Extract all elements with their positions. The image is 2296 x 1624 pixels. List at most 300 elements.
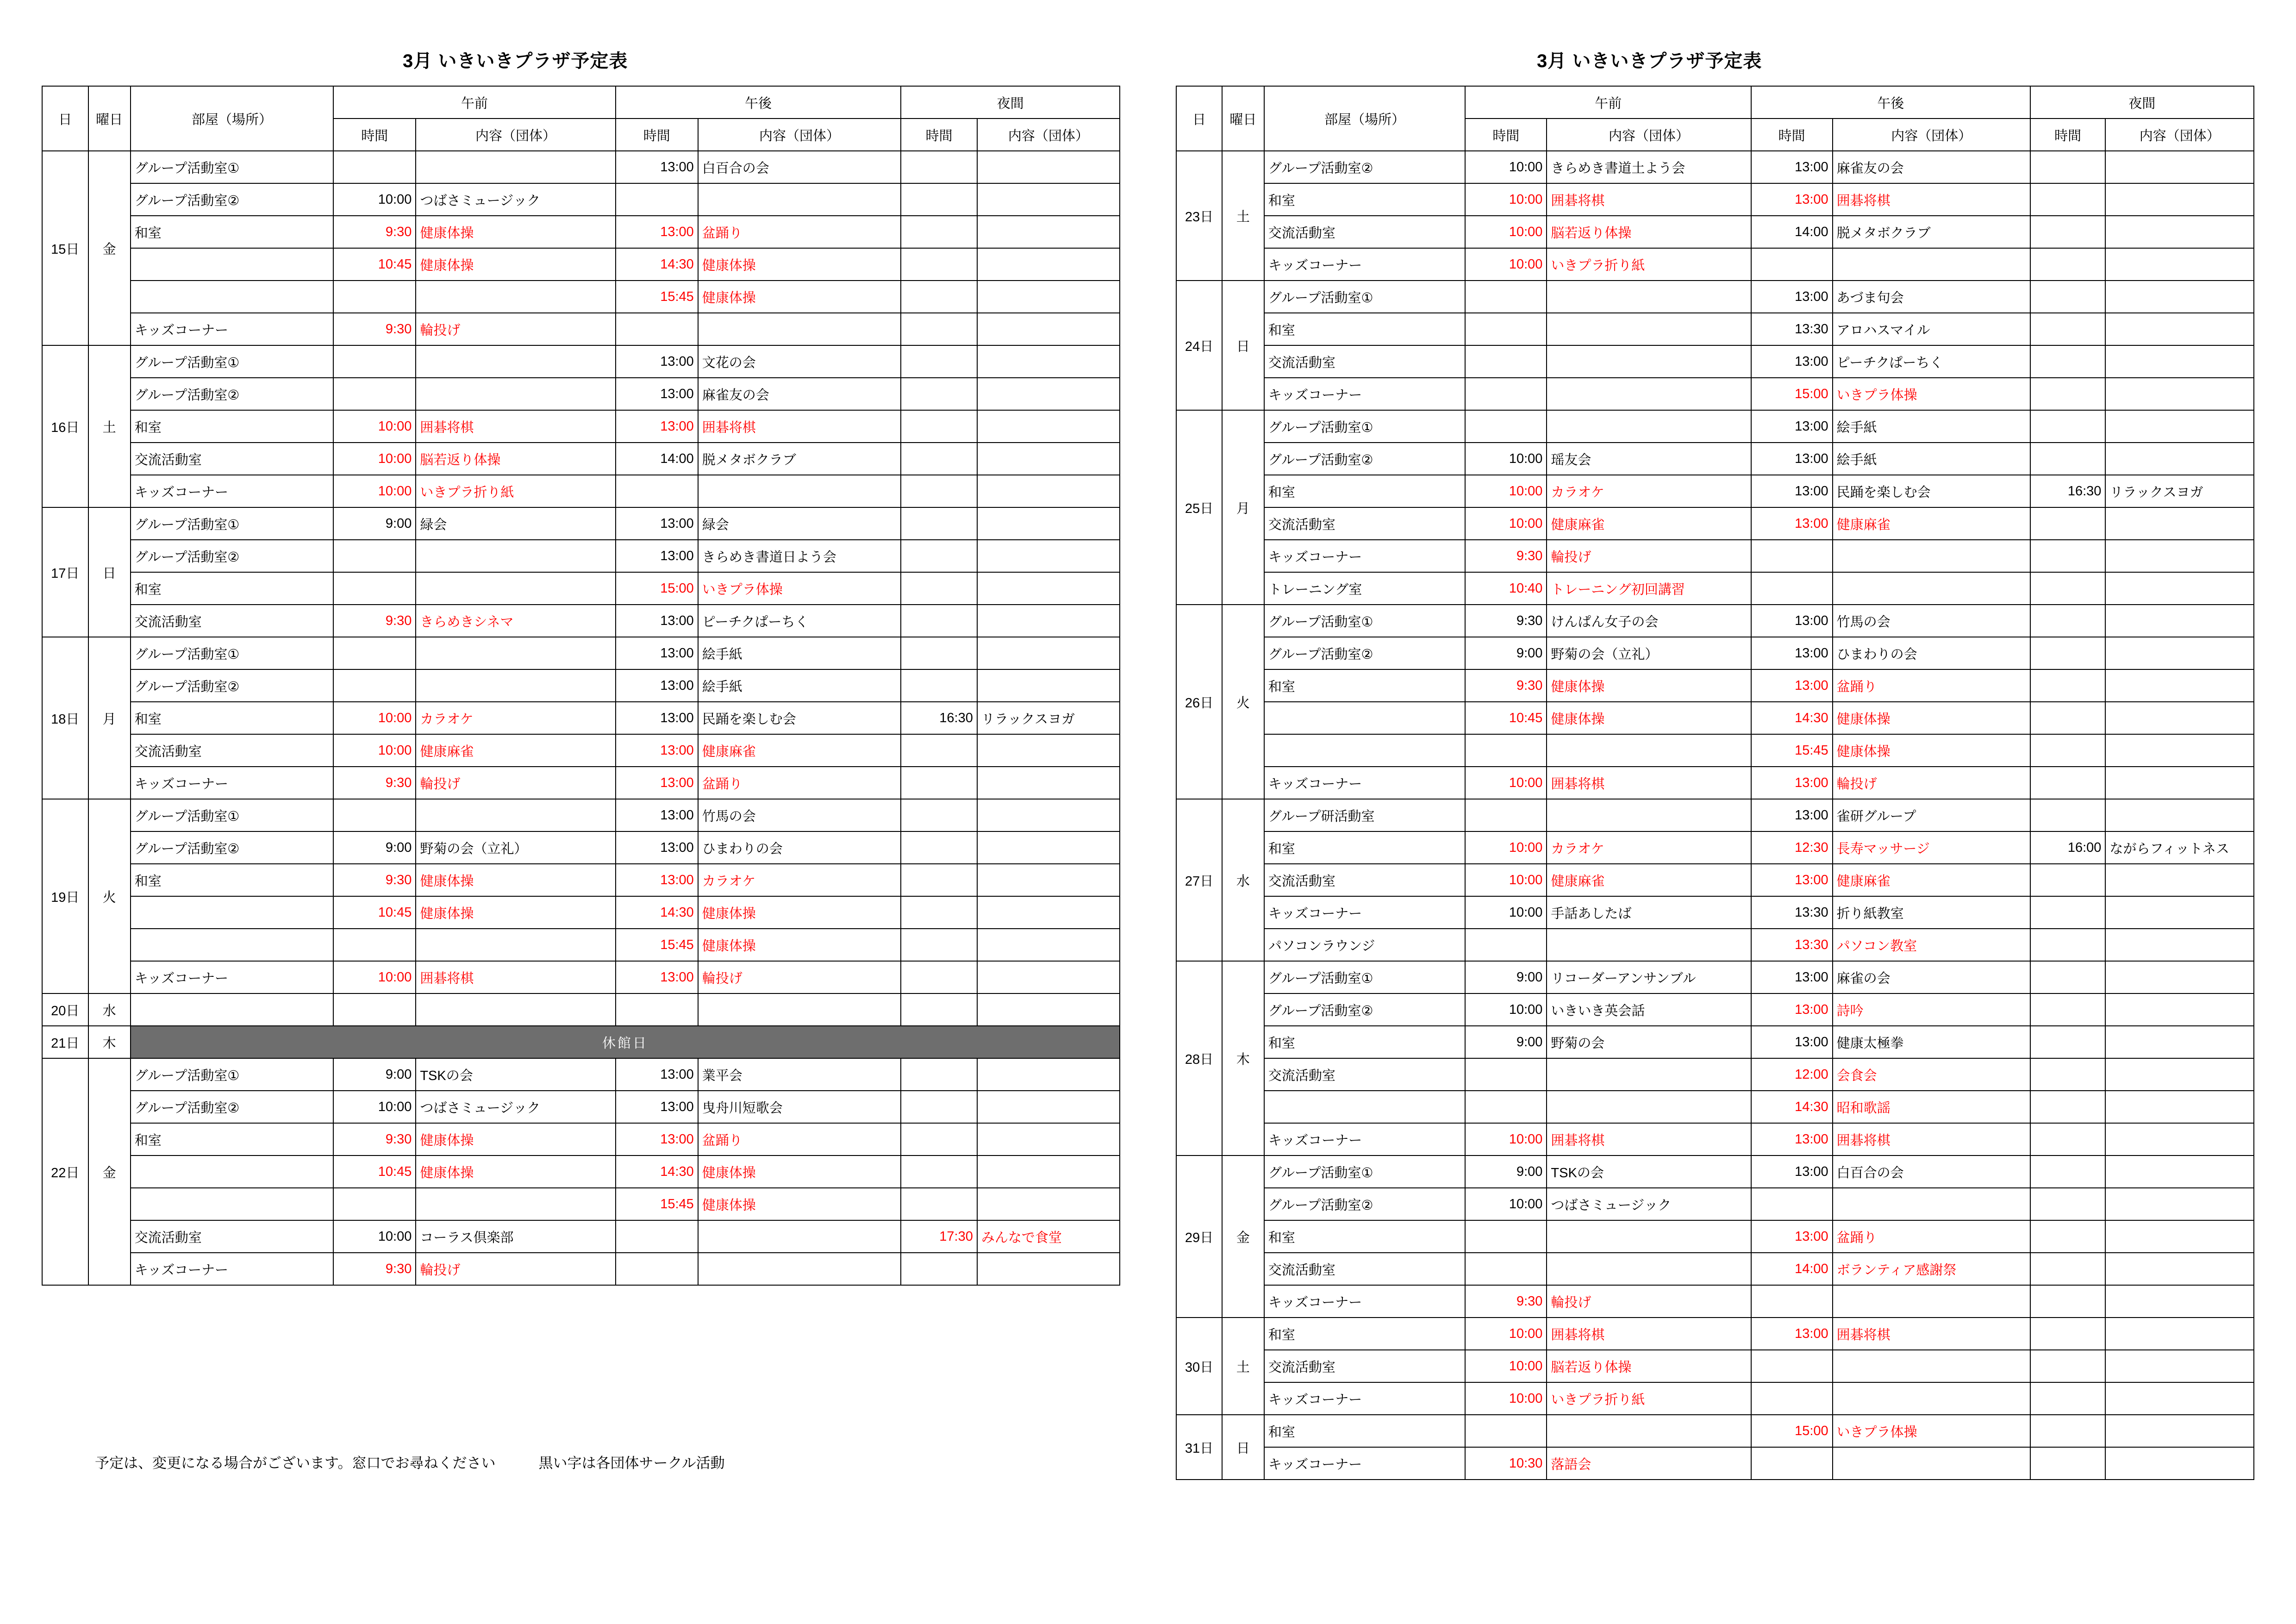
evening-time-cell bbox=[901, 248, 977, 281]
afternoon-time-cell: 13:00 bbox=[1751, 993, 1833, 1026]
evening-time-cell bbox=[2030, 183, 2106, 216]
day-cell: 26日 bbox=[1176, 605, 1222, 799]
table-row bbox=[1176, 1415, 2254, 1447]
room-cell: 交流活動室 bbox=[1264, 1350, 1466, 1382]
morning-content-cell: 輪投げ bbox=[416, 767, 615, 799]
evening-content-cell bbox=[2105, 1285, 2254, 1318]
evening-time-cell bbox=[2030, 734, 2106, 767]
afternoon-time-cell: 15:00 bbox=[1751, 378, 1833, 410]
morning-time-cell: 9:00 bbox=[1465, 1026, 1547, 1058]
morning-time-cell: 10:00 bbox=[1465, 475, 1547, 507]
dow-cell: 水 bbox=[1222, 799, 1264, 961]
room-cell: 交流活動室 bbox=[1264, 216, 1466, 248]
afternoon-time-cell bbox=[1751, 248, 1833, 281]
afternoon-content-cell bbox=[1833, 540, 2030, 572]
table-row bbox=[1176, 1156, 2254, 1188]
table-row bbox=[1176, 151, 2254, 183]
afternoon-time-cell: 14:00 bbox=[1751, 1253, 1833, 1285]
evening-time-cell bbox=[2030, 540, 2106, 572]
room-cell: 和室 bbox=[1264, 313, 1466, 345]
afternoon-content-cell: 民踊を楽しむ会 bbox=[698, 702, 901, 734]
evening-content-cell bbox=[2105, 572, 2254, 605]
morning-time-cell bbox=[333, 637, 416, 669]
afternoon-time-cell: 13:00 bbox=[616, 864, 698, 896]
afternoon-content-cell: 囲碁将棋 bbox=[1833, 183, 2030, 216]
room-cell: 和室 bbox=[1264, 1220, 1466, 1253]
morning-time-cell bbox=[1465, 1091, 1547, 1123]
morning-time-cell: 10:00 bbox=[1465, 151, 1547, 183]
day-cell: 16日 bbox=[42, 345, 88, 507]
header-room: 部屋（場所） bbox=[131, 86, 333, 151]
table-row bbox=[42, 864, 1120, 896]
dow-cell: 木 bbox=[88, 1026, 131, 1058]
morning-content-cell: 健康麻雀 bbox=[1547, 864, 1751, 896]
page-title-left: 3月 いきいきプラザ予定表 bbox=[403, 51, 628, 71]
room-cell: 和室 bbox=[1264, 1318, 1466, 1350]
table-row bbox=[42, 216, 1120, 248]
morning-content-cell: 野菊の会（立礼） bbox=[1547, 637, 1751, 669]
table-row bbox=[1176, 1318, 2254, 1350]
header-evening-content: 内容（団体） bbox=[977, 119, 1120, 151]
morning-content-cell: 落語会 bbox=[1547, 1447, 1751, 1480]
afternoon-content-cell: カラオケ bbox=[698, 864, 901, 896]
table-row bbox=[1176, 345, 2254, 378]
afternoon-time-cell: 13:00 bbox=[616, 216, 698, 248]
morning-content-cell: TSKの会 bbox=[1547, 1156, 1751, 1188]
day-cell: 19日 bbox=[42, 799, 88, 993]
afternoon-content-cell: 囲碁将棋 bbox=[698, 410, 901, 443]
evening-time-cell bbox=[901, 896, 977, 929]
morning-time-cell: 10:00 bbox=[333, 443, 416, 475]
morning-time-cell: 9:00 bbox=[333, 1058, 416, 1091]
evening-content-cell bbox=[2105, 1382, 2254, 1415]
afternoon-content-cell: 盆踊り bbox=[698, 1123, 901, 1156]
evening-content-cell bbox=[977, 345, 1120, 378]
table-row bbox=[1176, 961, 2254, 993]
header-evening-content: 内容（団体） bbox=[2105, 119, 2254, 151]
afternoon-time-cell bbox=[1751, 572, 1833, 605]
afternoon-content-cell: 民踊を楽しむ会 bbox=[1833, 475, 2030, 507]
room-cell: 交流活動室 bbox=[1264, 1253, 1466, 1285]
afternoon-content-cell bbox=[698, 475, 901, 507]
table-row bbox=[42, 767, 1120, 799]
morning-time-cell bbox=[1465, 799, 1547, 831]
afternoon-content-cell bbox=[698, 183, 901, 216]
evening-content-cell bbox=[2105, 183, 2254, 216]
header-morning-time: 時間 bbox=[1465, 119, 1547, 151]
day-cell: 31日 bbox=[1176, 1415, 1222, 1480]
room-cell: キッズコーナー bbox=[1264, 378, 1466, 410]
room-cell bbox=[131, 248, 333, 281]
footer-note: 予定は、変更になる場合がございます。窓口でお尋ねください 黒い字は各団体サークル活動 bbox=[95, 1455, 725, 1471]
evening-time-cell bbox=[2030, 1188, 2106, 1220]
schedule-table-left bbox=[42, 86, 1120, 1286]
morning-content-cell bbox=[1547, 1415, 1751, 1447]
morning-content-cell: 瑶友会 bbox=[1547, 443, 1751, 475]
table-row bbox=[1176, 183, 2254, 216]
evening-content-cell bbox=[2105, 1253, 2254, 1285]
morning-content-cell: 囲碁将棋 bbox=[1547, 767, 1751, 799]
afternoon-content-cell bbox=[1833, 1350, 2030, 1382]
evening-time-cell bbox=[901, 540, 977, 572]
evening-time-cell bbox=[2030, 313, 2106, 345]
morning-content-cell: 手話あしたば bbox=[1547, 896, 1751, 929]
afternoon-content-cell bbox=[1833, 572, 2030, 605]
evening-time-cell bbox=[2030, 216, 2106, 248]
evening-content-cell bbox=[2105, 345, 2254, 378]
dow-cell: 火 bbox=[88, 799, 131, 993]
table-row bbox=[1176, 831, 2254, 864]
afternoon-time-cell: 13:00 bbox=[1751, 281, 1833, 313]
afternoon-content-cell: ピーチクぱーちく bbox=[1833, 345, 2030, 378]
afternoon-content-cell: パソコン教室 bbox=[1833, 929, 2030, 961]
room-cell: グループ活動室② bbox=[1264, 151, 1466, 183]
morning-time-cell: 9:30 bbox=[333, 216, 416, 248]
morning-time-cell: 10:30 bbox=[1465, 1447, 1547, 1480]
header-afternoon-time: 時間 bbox=[616, 119, 698, 151]
afternoon-content-cell: 健康体操 bbox=[1833, 702, 2030, 734]
room-cell: 交流活動室 bbox=[131, 605, 333, 637]
afternoon-content-cell: 白百合の会 bbox=[698, 151, 901, 183]
room-cell: 和室 bbox=[1264, 183, 1466, 216]
dow-cell: 土 bbox=[88, 345, 131, 507]
morning-time-cell: 9:30 bbox=[333, 767, 416, 799]
morning-time-cell: 10:00 bbox=[1465, 507, 1547, 540]
day-cell: 30日 bbox=[1176, 1318, 1222, 1415]
evening-content-cell bbox=[977, 767, 1120, 799]
table-head-left bbox=[42, 86, 1120, 151]
evening-content-cell bbox=[2105, 1220, 2254, 1253]
table-row bbox=[1176, 1058, 2254, 1091]
day-cell: 17日 bbox=[42, 507, 88, 637]
morning-time-cell bbox=[1465, 1220, 1547, 1253]
evening-content-cell bbox=[2105, 1188, 2254, 1220]
morning-content-cell: 健康麻雀 bbox=[1547, 507, 1751, 540]
dow-cell: 月 bbox=[88, 637, 131, 799]
room-cell: グループ活動室② bbox=[131, 540, 333, 572]
left-panel bbox=[42, 0, 1120, 1471]
room-cell: グループ活動室② bbox=[1264, 1188, 1466, 1220]
room-cell: パソコンラウンジ bbox=[1264, 929, 1466, 961]
evening-content-cell bbox=[977, 281, 1120, 313]
evening-content-cell bbox=[2105, 1026, 2254, 1058]
evening-content-cell bbox=[2105, 929, 2254, 961]
header-dow: 曜日 bbox=[88, 86, 131, 151]
header-morning: 午前 bbox=[333, 86, 615, 119]
morning-time-cell: 10:00 bbox=[333, 475, 416, 507]
evening-content-cell bbox=[2105, 993, 2254, 1026]
evening-content-cell bbox=[2105, 1091, 2254, 1123]
afternoon-content-cell: 会食会 bbox=[1833, 1058, 2030, 1091]
morning-time-cell: 9:00 bbox=[333, 831, 416, 864]
evening-time-cell bbox=[2030, 1350, 2106, 1382]
morning-time-cell bbox=[333, 993, 416, 1026]
afternoon-time-cell: 14:30 bbox=[616, 1156, 698, 1188]
evening-content-cell bbox=[2105, 1123, 2254, 1156]
evening-content-cell bbox=[977, 1188, 1120, 1220]
room-cell: キッズコーナー bbox=[1264, 540, 1466, 572]
table-row bbox=[42, 669, 1120, 702]
morning-content-cell: 脳若返り体操 bbox=[1547, 216, 1751, 248]
morning-content-cell: 健康体操 bbox=[416, 216, 615, 248]
table-row bbox=[42, 1058, 1120, 1091]
afternoon-content-cell: 折り紙教室 bbox=[1833, 896, 2030, 929]
table-row bbox=[1176, 799, 2254, 831]
afternoon-content-cell bbox=[1833, 1285, 2030, 1318]
morning-time-cell: 9:30 bbox=[333, 313, 416, 345]
afternoon-content-cell: 文花の会 bbox=[698, 345, 901, 378]
evening-time-cell bbox=[901, 734, 977, 767]
afternoon-content-cell bbox=[698, 313, 901, 345]
room-cell: キッズコーナー bbox=[131, 313, 333, 345]
evening-content-cell bbox=[977, 734, 1120, 767]
morning-content-cell: 健康体操 bbox=[1547, 702, 1751, 734]
evening-content-cell bbox=[2105, 605, 2254, 637]
evening-content-cell bbox=[977, 1123, 1120, 1156]
morning-content-cell bbox=[416, 637, 615, 669]
afternoon-content-cell: 詩吟 bbox=[1833, 993, 2030, 1026]
room-cell: グループ活動室① bbox=[131, 1058, 333, 1091]
morning-time-cell: 10:00 bbox=[1465, 864, 1547, 896]
room-cell: 交流活動室 bbox=[1264, 507, 1466, 540]
table-row bbox=[1176, 767, 2254, 799]
afternoon-time-cell bbox=[1751, 1285, 1833, 1318]
room-cell: 和室 bbox=[1264, 669, 1466, 702]
morning-time-cell bbox=[1465, 281, 1547, 313]
evening-content-cell bbox=[977, 507, 1120, 540]
afternoon-content-cell: 脱メタボクラブ bbox=[1833, 216, 2030, 248]
evening-content-cell bbox=[2105, 540, 2254, 572]
afternoon-content-cell bbox=[1833, 1382, 2030, 1415]
afternoon-time-cell bbox=[616, 993, 698, 1026]
room-cell bbox=[1264, 734, 1466, 767]
evening-content-cell bbox=[2105, 799, 2254, 831]
day-cell: 22日 bbox=[42, 1058, 88, 1285]
table-row bbox=[1176, 1123, 2254, 1156]
evening-content-cell bbox=[2105, 1156, 2254, 1188]
afternoon-content-cell: いきプラ体操 bbox=[1833, 378, 2030, 410]
room-cell: 交流活動室 bbox=[1264, 345, 1466, 378]
afternoon-time-cell: 13:00 bbox=[1751, 864, 1833, 896]
room-cell: 交流活動室 bbox=[1264, 864, 1466, 896]
evening-content-cell bbox=[977, 443, 1120, 475]
afternoon-time-cell: 13:00 bbox=[616, 507, 698, 540]
afternoon-time-cell bbox=[616, 313, 698, 345]
morning-content-cell bbox=[416, 929, 615, 961]
evening-time-cell bbox=[901, 1253, 977, 1285]
evening-time-cell bbox=[2030, 605, 2106, 637]
evening-content-cell bbox=[2105, 248, 2254, 281]
afternoon-time-cell: 15:45 bbox=[616, 929, 698, 961]
dow-cell: 金 bbox=[88, 151, 131, 345]
evening-content-cell bbox=[977, 961, 1120, 993]
afternoon-content-cell: 健康体操 bbox=[698, 929, 901, 961]
table-row bbox=[42, 896, 1120, 929]
evening-content-cell bbox=[977, 1253, 1120, 1285]
morning-content-cell: 緑会 bbox=[416, 507, 615, 540]
afternoon-time-cell: 15:45 bbox=[1751, 734, 1833, 767]
table-row bbox=[42, 637, 1120, 669]
morning-time-cell: 10:00 bbox=[1465, 1318, 1547, 1350]
afternoon-time-cell: 13:00 bbox=[1751, 183, 1833, 216]
evening-time-cell bbox=[901, 1123, 977, 1156]
afternoon-content-cell bbox=[698, 1253, 901, 1285]
day-cell: 24日 bbox=[1176, 281, 1222, 410]
afternoon-content-cell: 麻雀友の会 bbox=[1833, 151, 2030, 183]
afternoon-content-cell: 健康体操 bbox=[698, 1188, 901, 1220]
table-row bbox=[42, 1123, 1120, 1156]
morning-content-cell: つばさミュージック bbox=[1547, 1188, 1751, 1220]
evening-time-cell bbox=[901, 507, 977, 540]
room-cell: グループ活動室① bbox=[131, 637, 333, 669]
afternoon-time-cell: 13:30 bbox=[1751, 929, 1833, 961]
morning-content-cell bbox=[1547, 1253, 1751, 1285]
evening-time-cell bbox=[2030, 572, 2106, 605]
evening-content-cell bbox=[977, 572, 1120, 605]
afternoon-time-cell: 14:30 bbox=[616, 896, 698, 929]
day-cell: 25日 bbox=[1176, 410, 1222, 605]
afternoon-time-cell: 13:00 bbox=[1751, 961, 1833, 993]
evening-time-cell bbox=[2030, 345, 2106, 378]
evening-content-cell bbox=[2105, 669, 2254, 702]
header-afternoon-time: 時間 bbox=[1751, 119, 1833, 151]
afternoon-content-cell: 業平会 bbox=[698, 1058, 901, 1091]
morning-time-cell: 9:00 bbox=[1465, 1156, 1547, 1188]
morning-time-cell: 10:00 bbox=[333, 961, 416, 993]
morning-content-cell bbox=[416, 799, 615, 831]
afternoon-content-cell bbox=[1833, 248, 2030, 281]
afternoon-content-cell bbox=[1833, 1447, 2030, 1480]
evening-time-cell bbox=[901, 669, 977, 702]
table-row bbox=[1176, 1350, 2254, 1382]
evening-content-cell: リラックスヨガ bbox=[2105, 475, 2254, 507]
room-cell: グループ活動室① bbox=[131, 507, 333, 540]
afternoon-time-cell bbox=[1751, 540, 1833, 572]
afternoon-content-cell: ひまわりの会 bbox=[1833, 637, 2030, 669]
evening-content-cell bbox=[2105, 443, 2254, 475]
afternoon-time-cell: 13:00 bbox=[616, 1091, 698, 1123]
table-row bbox=[1176, 1447, 2254, 1480]
afternoon-time-cell: 12:30 bbox=[1751, 831, 1833, 864]
evening-content-cell bbox=[977, 1156, 1120, 1188]
room-cell: キッズコーナー bbox=[131, 767, 333, 799]
table-row bbox=[1176, 1026, 2254, 1058]
table-row bbox=[1176, 864, 2254, 896]
evening-content-cell: ながらフィットネス bbox=[2105, 831, 2254, 864]
morning-time-cell: 10:45 bbox=[333, 248, 416, 281]
evening-content-cell bbox=[2105, 961, 2254, 993]
afternoon-content-cell: ピーチクぱーちく bbox=[698, 605, 901, 637]
afternoon-time-cell: 13:00 bbox=[616, 345, 698, 378]
evening-time-cell bbox=[2030, 767, 2106, 799]
morning-time-cell bbox=[1465, 734, 1547, 767]
afternoon-content-cell: 囲碁将棋 bbox=[1833, 1318, 2030, 1350]
evening-time-cell bbox=[2030, 961, 2106, 993]
room-cell: 和室 bbox=[131, 572, 333, 605]
morning-content-cell: 脳若返り体操 bbox=[416, 443, 615, 475]
afternoon-time-cell: 13:00 bbox=[616, 151, 698, 183]
morning-content-cell bbox=[416, 378, 615, 410]
afternoon-content-cell: アロハスマイル bbox=[1833, 313, 2030, 345]
morning-content-cell: 健康体操 bbox=[416, 1123, 615, 1156]
afternoon-time-cell: 13:00 bbox=[1751, 1318, 1833, 1350]
morning-content-cell: カラオケ bbox=[1547, 475, 1751, 507]
evening-content-cell bbox=[2105, 313, 2254, 345]
afternoon-content-cell: 健康麻雀 bbox=[1833, 864, 2030, 896]
day-cell: 15日 bbox=[42, 151, 88, 345]
afternoon-time-cell: 15:45 bbox=[616, 281, 698, 313]
afternoon-content-cell: 昭和歌謡 bbox=[1833, 1091, 2030, 1123]
evening-content-cell bbox=[2105, 1058, 2254, 1091]
morning-content-cell bbox=[1547, 1220, 1751, 1253]
room-cell: グループ活動室① bbox=[1264, 281, 1466, 313]
afternoon-time-cell: 14:00 bbox=[1751, 216, 1833, 248]
morning-content-cell bbox=[1547, 410, 1751, 443]
dow-cell: 火 bbox=[1222, 605, 1264, 799]
table-row bbox=[1176, 540, 2254, 572]
evening-content-cell bbox=[977, 669, 1120, 702]
morning-time-cell: 10:00 bbox=[333, 1220, 416, 1253]
afternoon-time-cell: 14:30 bbox=[1751, 1091, 1833, 1123]
afternoon-time-cell: 14:00 bbox=[616, 443, 698, 475]
dow-cell: 日 bbox=[1222, 281, 1264, 410]
morning-content-cell bbox=[1547, 799, 1751, 831]
evening-content-cell bbox=[2105, 767, 2254, 799]
evening-content-cell bbox=[2105, 378, 2254, 410]
evening-time-cell bbox=[901, 313, 977, 345]
morning-time-cell bbox=[333, 540, 416, 572]
morning-content-cell: カラオケ bbox=[416, 702, 615, 734]
room-cell: グループ活動室② bbox=[1264, 443, 1466, 475]
room-cell: 交流活動室 bbox=[1264, 1058, 1466, 1091]
afternoon-time-cell: 13:00 bbox=[616, 669, 698, 702]
afternoon-content-cell: 健康体操 bbox=[1833, 734, 2030, 767]
table-row bbox=[1176, 734, 2254, 767]
table-row bbox=[1176, 896, 2254, 929]
evening-content-cell bbox=[2105, 702, 2254, 734]
table-row bbox=[42, 831, 1120, 864]
evening-content-cell bbox=[2105, 281, 2254, 313]
morning-time-cell bbox=[1465, 1415, 1547, 1447]
morning-time-cell: 9:30 bbox=[333, 1123, 416, 1156]
morning-time-cell bbox=[1465, 1253, 1547, 1285]
morning-content-cell: 囲碁将棋 bbox=[1547, 1318, 1751, 1350]
evening-content-cell bbox=[977, 378, 1120, 410]
room-cell bbox=[131, 1188, 333, 1220]
morning-content-cell bbox=[416, 572, 615, 605]
table-row bbox=[42, 961, 1120, 993]
table-row bbox=[42, 702, 1120, 734]
afternoon-content-cell: ボランティア感謝祭 bbox=[1833, 1253, 2030, 1285]
afternoon-content-cell: 絵手紙 bbox=[1833, 443, 2030, 475]
afternoon-time-cell: 13:00 bbox=[616, 799, 698, 831]
morning-time-cell: 10:00 bbox=[333, 734, 416, 767]
morning-content-cell bbox=[416, 993, 615, 1026]
evening-time-cell bbox=[2030, 1091, 2106, 1123]
table-row bbox=[1176, 216, 2254, 248]
morning-time-cell: 10:45 bbox=[333, 896, 416, 929]
table-row bbox=[42, 1156, 1120, 1188]
table-row bbox=[1176, 1285, 2254, 1318]
evening-content-cell bbox=[977, 605, 1120, 637]
evening-content-cell: リラックスヨガ bbox=[977, 702, 1120, 734]
header-evening-time: 時間 bbox=[901, 119, 977, 151]
room-cell: 和室 bbox=[1264, 1415, 1466, 1447]
evening-content-cell bbox=[977, 1058, 1120, 1091]
dow-cell: 日 bbox=[88, 507, 131, 637]
table-row bbox=[1176, 993, 2254, 1026]
evening-time-cell bbox=[2030, 1220, 2106, 1253]
